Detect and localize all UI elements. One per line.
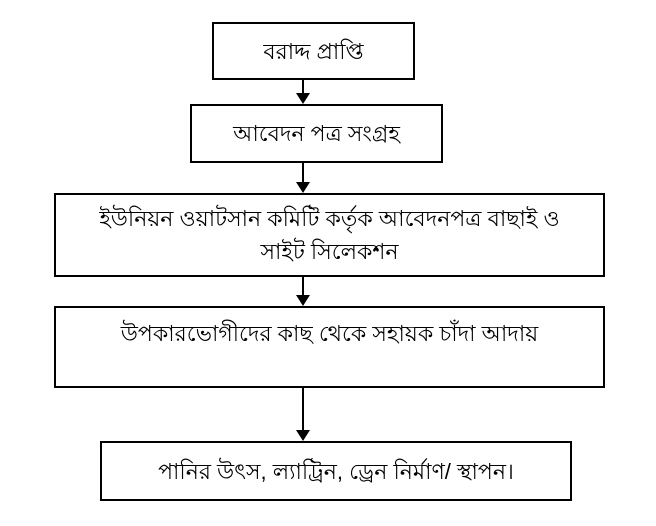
flow-step-4-beneficiary-contribution xyxy=(54,306,605,388)
arrow-shaft xyxy=(302,80,304,93)
arrow-head-icon xyxy=(296,93,310,104)
arrow-head-icon xyxy=(296,295,310,306)
flow-step-1-allocation-receipt xyxy=(212,22,415,80)
flow-step-3-label: ইউনিয়ন ওয়াটসান কমিটি কর্তৃক আবেদনপত্র বাছাই ও সাইট সিলেকশন xyxy=(99,206,560,264)
flow-step-3-committee-screening-site-selection xyxy=(54,193,605,277)
arrow-shaft xyxy=(302,388,304,430)
arrow-head-icon xyxy=(296,430,310,441)
flow-step-2-label: আবেদন পত্র সংগ্রহ xyxy=(233,121,400,146)
down-arrow-2 xyxy=(296,163,310,193)
down-arrow-4 xyxy=(296,388,310,441)
flow-step-4-label: উপকারভোগীদের কাছ থেকে সহায়ক চাঁদা আদায় xyxy=(120,321,539,346)
flow-step-5-label: পানির উৎস, ল্যাট্রিন, ড্রেন নির্মাণ/ স্থাপন। xyxy=(158,458,514,484)
flow-step-1-label: বরাদ্দ প্রাপ্তি xyxy=(263,38,364,64)
flow-step-2-application-collection xyxy=(190,104,443,163)
down-arrow-1 xyxy=(296,80,310,104)
arrow-head-icon xyxy=(296,182,310,193)
arrow-shaft xyxy=(302,277,304,295)
flow-step-5-construction-installation xyxy=(100,441,572,501)
down-arrow-3 xyxy=(296,277,310,306)
arrow-shaft xyxy=(302,163,304,182)
